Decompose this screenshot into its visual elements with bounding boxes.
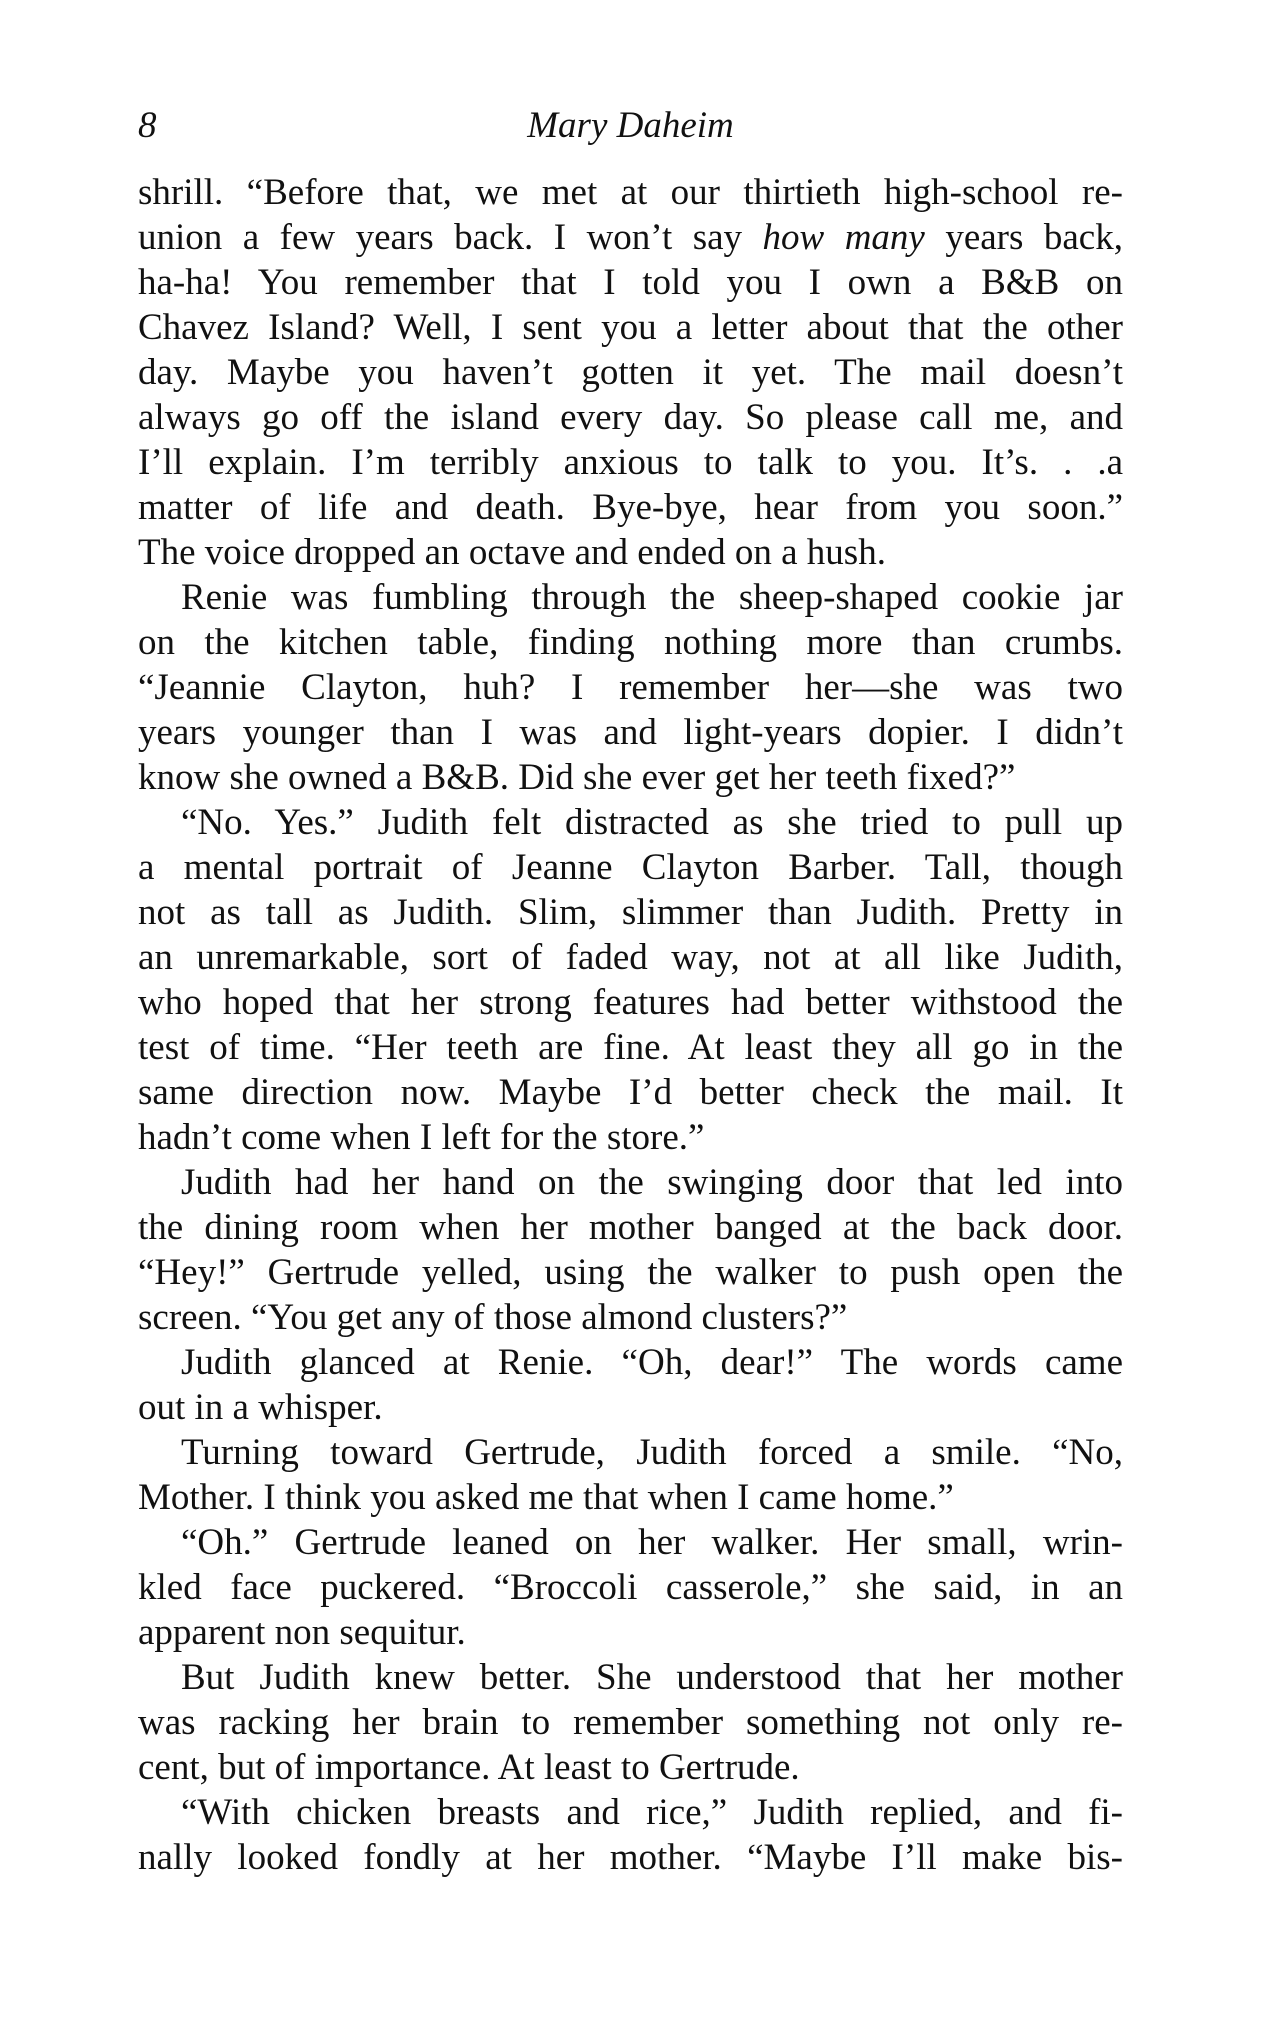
text-line: apparent non sequitur. — [138, 1612, 466, 1653]
paragraph — [138, 170, 1123, 575]
paragraph — [138, 800, 1123, 1160]
paragraph — [138, 1160, 1123, 1340]
text-line: always go off the island every day. So please call me, and — [138, 397, 1123, 438]
text-line: But Judith knew better. She understood that her mother — [181, 1657, 1123, 1698]
italic-emphasis: how many — [762, 217, 925, 258]
text-segment: union a few years back. I won’t say — [138, 217, 763, 258]
text-line — [138, 215, 1123, 260]
text-line: nally looked fondly at her mother. “Maybe I’ll make bis- — [138, 1837, 1123, 1878]
paragraph — [138, 575, 1123, 800]
text-line: not as tall as Judith. Slim, slimmer than Judith. Pretty in — [138, 892, 1123, 933]
text-line: ha-ha! You remember that I told you I own a B&B on — [138, 262, 1123, 303]
text-line: kled face puckered. “Broccoli casserole,” she said, in an — [138, 1567, 1123, 1608]
paragraph — [138, 1790, 1123, 1880]
text-line: “Jeannie Clayton, huh? I remember her—she was two — [138, 667, 1123, 708]
text-line: “Hey!” Gertrude yelled, using the walker to push open the — [138, 1252, 1123, 1293]
text-line: was racking her brain to remember something not only re- — [138, 1702, 1123, 1743]
text-line: Chavez Island? Well, I sent you a letter about that the other — [138, 307, 1123, 348]
text-line: Renie was fumbling through the sheep-shaped cookie jar — [181, 577, 1123, 618]
text-line: same direction now. Maybe I’d better check the mail. It — [138, 1072, 1123, 1113]
text-line: who hoped that her strong features had better withstood the — [138, 982, 1123, 1023]
text-line: out in a whisper. — [138, 1387, 383, 1428]
text-line: shrill. “Before that, we met at our thirtieth high-school re- — [138, 172, 1123, 213]
page-number: 8 — [138, 105, 157, 146]
text-line: Judith had her hand on the swinging door that led into — [181, 1162, 1123, 1203]
body-text — [138, 170, 1123, 1880]
text-line: on the kitchen table, finding nothing more than crumbs. — [138, 622, 1123, 663]
text-line: “Oh.” Gertrude leaned on her walker. Her small, wrin- — [181, 1522, 1123, 1563]
text-line: know she owned a B&B. Did she ever get her teeth fixed?” — [138, 757, 1016, 798]
text-line: a mental portrait of Jeanne Clayton Barber. Tall, though — [138, 847, 1123, 888]
text-line: “No. Yes.” Judith felt distracted as she tried to pull up — [181, 802, 1123, 843]
text-line: The voice dropped an octave and ended on a hush. — [138, 532, 886, 573]
text-line: day. Maybe you haven’t gotten it yet. The mail doesn’t — [138, 352, 1123, 393]
page-header — [138, 104, 1123, 160]
text-line: an unremarkable, sort of faded way, not at all like Judith, — [138, 937, 1123, 978]
text-segment: years back, — [924, 217, 1123, 258]
text-line: years younger than I was and light-years dopier. I didn’t — [138, 712, 1123, 753]
text-line: cent, but of importance. At least to Gertrude. — [138, 1747, 800, 1788]
text-line: matter of life and death. Bye-bye, hear from you soon.” — [138, 487, 1123, 528]
paragraph — [138, 1340, 1123, 1430]
text-line: Judith glanced at Renie. “Oh, dear!” The words came — [181, 1342, 1123, 1383]
text-line: “With chicken breasts and rice,” Judith replied, and fi- — [181, 1792, 1123, 1833]
text-line: Mother. I think you asked me that when I came home.” — [138, 1477, 954, 1518]
text-line: I’ll explain. I’m terribly anxious to talk to you. It’s. . .a — [138, 442, 1123, 483]
running-head-author: Mary Daheim — [527, 105, 734, 146]
paragraph — [138, 1430, 1123, 1520]
text-line: hadn’t come when I left for the store.” — [138, 1117, 705, 1158]
paragraph — [138, 1520, 1123, 1655]
text-line: screen. “You get any of those almond clusters?” — [138, 1297, 848, 1338]
text-line: the dining room when her mother banged at the back door. — [138, 1207, 1123, 1248]
text-line: test of time. “Her teeth are fine. At least they all go in the — [138, 1027, 1123, 1068]
text-line: Turning toward Gertrude, Judith forced a smile. “No, — [181, 1432, 1123, 1473]
paragraph — [138, 1655, 1123, 1790]
